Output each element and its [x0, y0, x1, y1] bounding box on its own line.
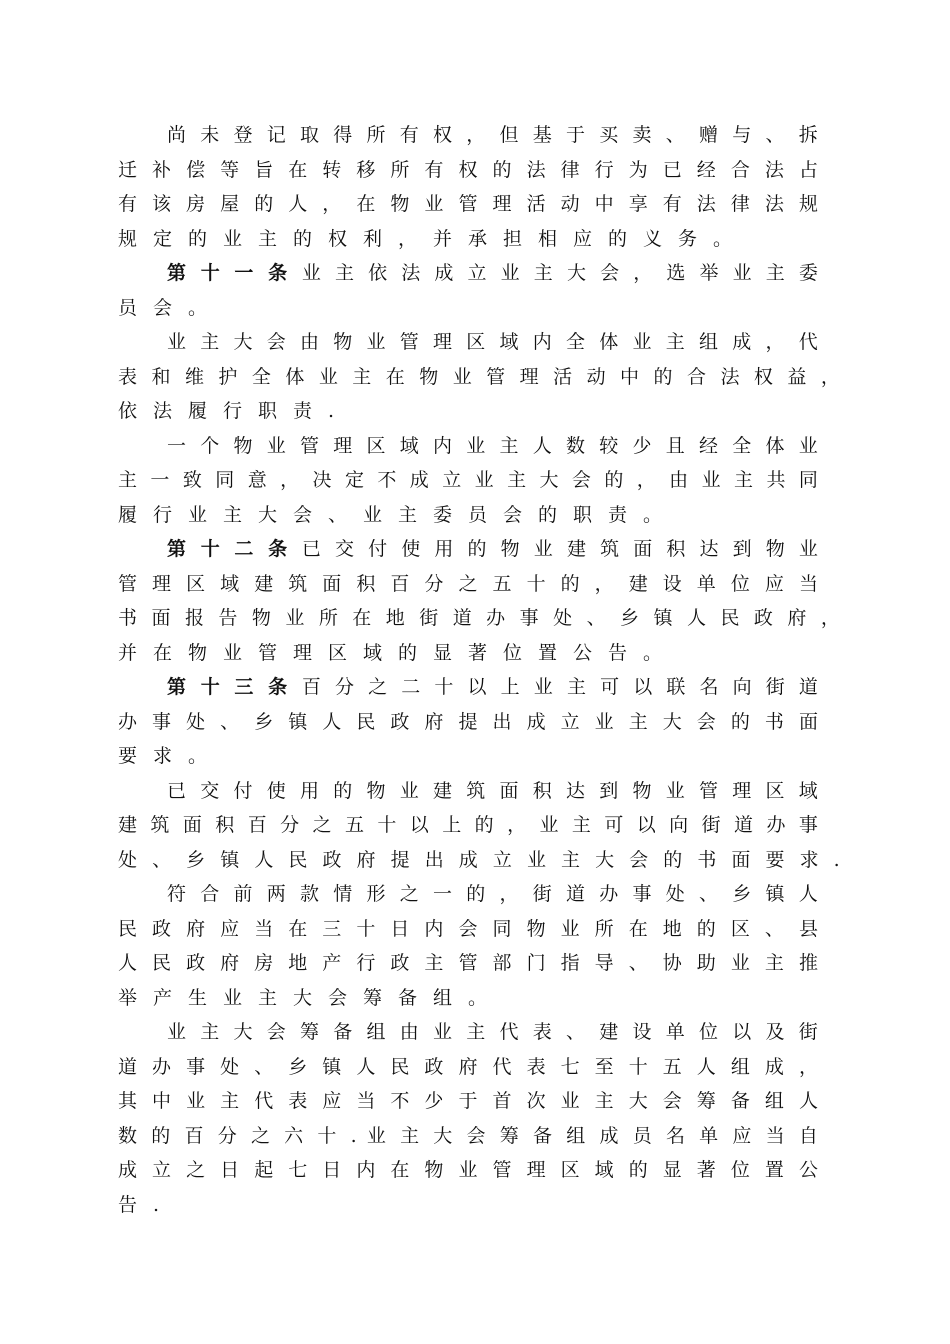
text-line — [118, 429, 818, 464]
line-text: 员会。 — [118, 296, 224, 319]
text-line — [118, 1153, 818, 1188]
line-text: 已 交 付 使 用 的 物 业 建 筑 面 积 达 到 物 业 管 理 区 域 — [167, 779, 818, 802]
article-heading: 第 十 二 条 — [167, 538, 292, 560]
text-line — [118, 1084, 818, 1119]
text-line — [118, 705, 818, 740]
article-11-line — [118, 256, 818, 291]
line-text: 一 个 物 业 管 理 区 域 内 业 主 人 数 较 少 且 经 全 体 业 — [167, 434, 818, 457]
article-heading: 第 十 三 条 — [167, 676, 292, 698]
text-line — [118, 946, 818, 981]
line-text: 处 、 乡 镇 人 民 政 府 提 出 成 立 业 主 大 会 的 书 面 要 求 . — [118, 848, 840, 871]
line-text: 并在物业管理区域的显著位置公告。 — [118, 641, 679, 664]
line-text: 已 交 付 使 用 的 物 业 建 筑 面 积 达 到 物 业 — [301, 538, 818, 560]
article-12-line — [118, 532, 818, 567]
line-text: 民 政 府 应 当 在 三 十 日 内 会 同 物 业 所 在 地 的 区 、 县 — [118, 917, 818, 940]
text-line — [118, 463, 818, 498]
line-text: 业 主 大 会 筹 备 组 由 业 主 代 表 、 建 设 单 位 以 及 街 — [167, 1021, 818, 1043]
line-text: 举产生业主大会筹备组。 — [118, 986, 504, 1009]
text-line — [118, 1050, 818, 1085]
line-text: 人 民 政 府 房 地 产 行 政 主 管 部 门 指 导 、 协 助 业 主 推 — [118, 952, 818, 974]
line-text: 履行业主大会、业主委员会的职责。 — [118, 503, 679, 526]
regulation-text — [118, 118, 878, 1222]
line-text: 数 的 百 分 之 六 十 . 业 主 大 会 筹 备 组 成 员 名 单 应 当 自 — [118, 1124, 818, 1147]
line-text: 管 理 区 域 建 筑 面 积 百 分 之 五 十 的 ， 建 设 单 位 应 当 — [118, 572, 818, 595]
text-line — [118, 808, 818, 843]
line-text: 道 办 事 处 、 乡 镇 人 民 政 府 代 表 七 至 十 五 人 组 成 ， — [118, 1055, 818, 1078]
line-text: 告. — [118, 1193, 176, 1216]
text-line — [118, 981, 878, 1016]
text-line — [118, 118, 818, 153]
line-text: 表 和 维 护 全 体 业 主 在 物 业 管 理 活 动 中 的 合 法 权 益 ， — [118, 365, 840, 388]
text-line — [118, 601, 840, 636]
text-line — [118, 1119, 818, 1154]
line-text: 有 该 房 屋 的 人 ， 在 物 业 管 理 活 动 中 享 有 法 律 法 规 — [118, 193, 818, 215]
line-text: 要求。 — [118, 745, 224, 767]
text-line — [118, 877, 818, 912]
line-text: 符 合 前 两 款 情 形 之 一 的 ， 街 道 办 事 处 、 乡 镇 人 — [167, 883, 818, 905]
text-line — [118, 325, 818, 360]
text-line — [118, 498, 878, 533]
text-line — [118, 912, 818, 947]
line-text: 依法履行职责. — [118, 400, 351, 422]
line-text: 百 分 之 二 十 以 上 业 主 可 以 联 名 向 街 道 — [301, 676, 818, 698]
line-text: 其 中 业 主 代 表 应 当 不 少 于 首 次 业 主 大 会 筹 备 组 人 — [118, 1090, 818, 1112]
line-text: 迁 补 偿 等 旨 在 转 移 所 有 权 的 法 律 行 为 已 经 合 法 占 — [118, 158, 818, 181]
line-text: 建 筑 面 积 百 分 之 五 十 以 上 的 ， 业 主 可 以 向 街 道 办 事 — [118, 814, 818, 836]
text-line — [118, 1188, 878, 1223]
text-line — [118, 567, 818, 602]
text-line — [118, 222, 878, 257]
text-line — [118, 153, 818, 188]
text-line — [118, 187, 818, 222]
article-13-line — [118, 670, 818, 705]
line-text: 成 立 之 日 起 七 日 内 在 物 业 管 理 区 域 的 显 著 位 置 公 — [118, 1159, 818, 1181]
text-line — [118, 739, 878, 774]
text-line — [118, 843, 840, 878]
line-text: 业 主 大 会 由 物 业 管 理 区 域 内 全 体 业 主 组 成 ， 代 — [167, 331, 818, 353]
line-text: 规定的业主的权利，并承担相应的义务。 — [118, 227, 749, 250]
line-text: 书 面 报 告 物 业 所 在 地 街 道 办 事 处 、 乡 镇 人 民 政 府 ， — [118, 607, 840, 629]
line-text: 尚 未 登 记 取 得 所 有 权 ， 但 基 于 买 卖 、 赠 与 、 拆 — [167, 124, 818, 146]
text-line — [118, 394, 878, 429]
text-line — [118, 774, 818, 809]
text-line — [118, 291, 878, 326]
text-line — [118, 360, 840, 395]
line-text: 业 主 依 法 成 立 业 主 大 会 ， 选 举 业 主 委 — [301, 262, 818, 284]
line-text: 主 一 致 同 意 ， 决 定 不 成 立 业 主 大 会 的 ， 由 业 主 共 同 — [118, 469, 818, 491]
text-line — [118, 636, 878, 671]
text-line — [118, 1015, 818, 1050]
article-heading: 第 十 一 条 — [167, 262, 292, 284]
line-text: 办 事 处 、 乡 镇 人 民 政 府 提 出 成 立 业 主 大 会 的 书 面 — [118, 710, 818, 733]
